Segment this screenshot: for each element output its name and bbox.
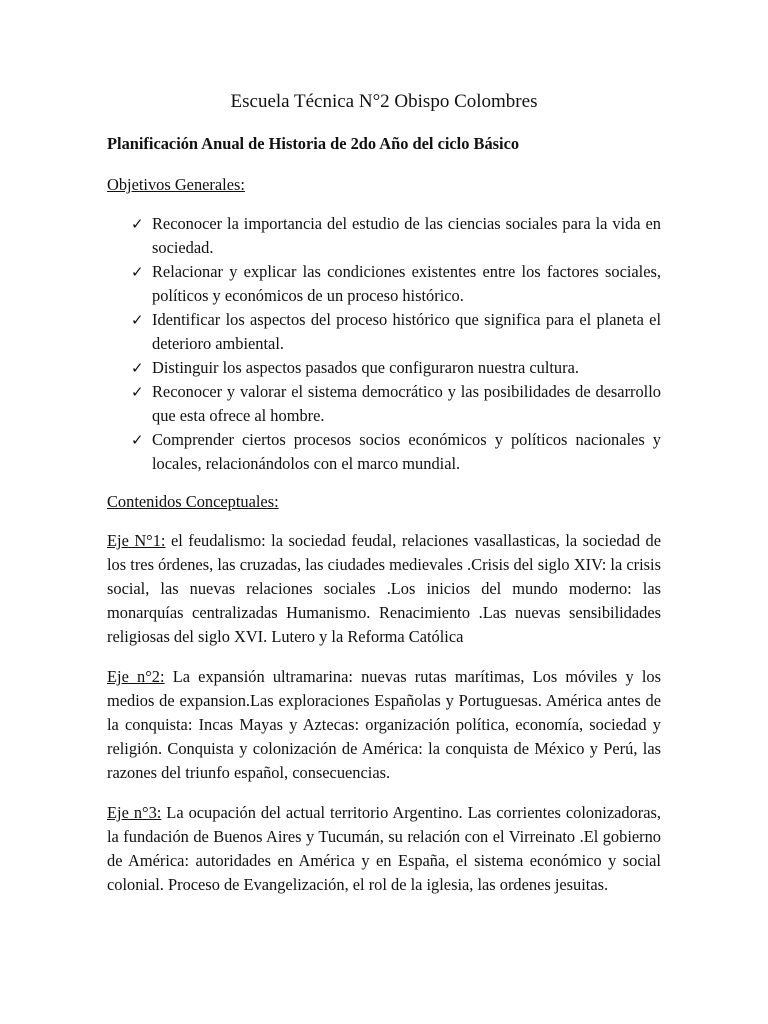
axis-paragraph-2 xyxy=(107,665,661,785)
objectives-heading: Objetivos Generales: xyxy=(107,175,245,194)
objective-item xyxy=(107,260,661,308)
axis-label: Eje n°3: xyxy=(107,803,162,822)
axis-text: La expansión ultramarina: nuevas rutas marítimas, Los móviles y los medios de expansion.Las exploraciones Españolas y Portuguesas. América antes de la conquista: Incas Mayas y Aztecas: organización política, economía, sociedad y religión. Conquista y colonización de América: la conquista de México y Perú, las razones del triunfo español, consecuencias. xyxy=(107,667,661,782)
checkmark-icon: ✓ xyxy=(131,263,144,281)
document-title: Escuela Técnica N°2 Obispo Colombres xyxy=(230,91,538,112)
checkmark-icon: ✓ xyxy=(131,383,144,401)
checkmark-icon: ✓ xyxy=(131,359,144,377)
objective-text: Reconocer la importancia del estudio de las ciencias sociales para la vida en sociedad. xyxy=(152,214,661,257)
axis-paragraph-1 xyxy=(107,529,661,649)
objective-item xyxy=(107,428,661,476)
objective-item xyxy=(107,212,661,260)
axis-paragraph-3 xyxy=(107,801,661,897)
axis-text: La ocupación del actual territorio Argentino. Las corrientes colonizadoras, la fundación de Buenos Aires y Tucumán, su relación con el Virreinato .El gobierno de América: autoridades en América y en España, el sistema económico y social colonial. Proceso de Evangelización, el rol de la iglesia, las ordenes jesuitas. xyxy=(107,803,661,894)
axis-label: Eje n°2: xyxy=(107,667,165,686)
objective-item xyxy=(107,308,661,356)
objectives-list xyxy=(107,212,661,476)
objective-text: Relacionar y explicar las condiciones existentes entre los factores sociales, políticos y económicos de un proceso histórico. xyxy=(152,262,661,305)
objective-text: Comprender ciertos procesos socios económicos y políticos nacionales y locales, relacionándolos con el marco mundial. xyxy=(152,430,661,473)
checkmark-icon: ✓ xyxy=(131,431,144,449)
objective-text: Identificar los aspectos del proceso histórico que significa para el planeta el deterioro ambiental. xyxy=(152,310,661,353)
axis-label: Eje N°1: xyxy=(107,531,166,550)
objective-text: Distinguir los aspectos pasados que configuraron nuestra cultura. xyxy=(152,358,579,377)
objective-text: Reconocer y valorar el sistema democrático y las posibilidades de desarrollo que esta ofrece al hombre. xyxy=(152,382,661,425)
objective-item xyxy=(107,356,661,380)
checkmark-icon: ✓ xyxy=(131,311,144,329)
axis-text: el feudalismo: la sociedad feudal, relaciones vasallasticas, la sociedad de los tres órdenes, las cruzadas, las ciudades medievales .Crisis del siglo XIV: la crisis social, las nuevas relaciones sociales .Los inicios del mundo moderno: las monarquías centralizadas Humanismo. Renacimiento .Las nuevas sensibilidades religiosas del siglo XVI. Lutero y la Reforma Católica xyxy=(107,531,661,646)
contents-heading: Contenidos Conceptuales: xyxy=(107,492,279,511)
document-page xyxy=(107,88,661,913)
objective-item xyxy=(107,380,661,428)
document-subtitle: Planificación Anual de Historia de 2do Año del ciclo Básico xyxy=(107,134,520,153)
checkmark-icon: ✓ xyxy=(131,215,144,233)
